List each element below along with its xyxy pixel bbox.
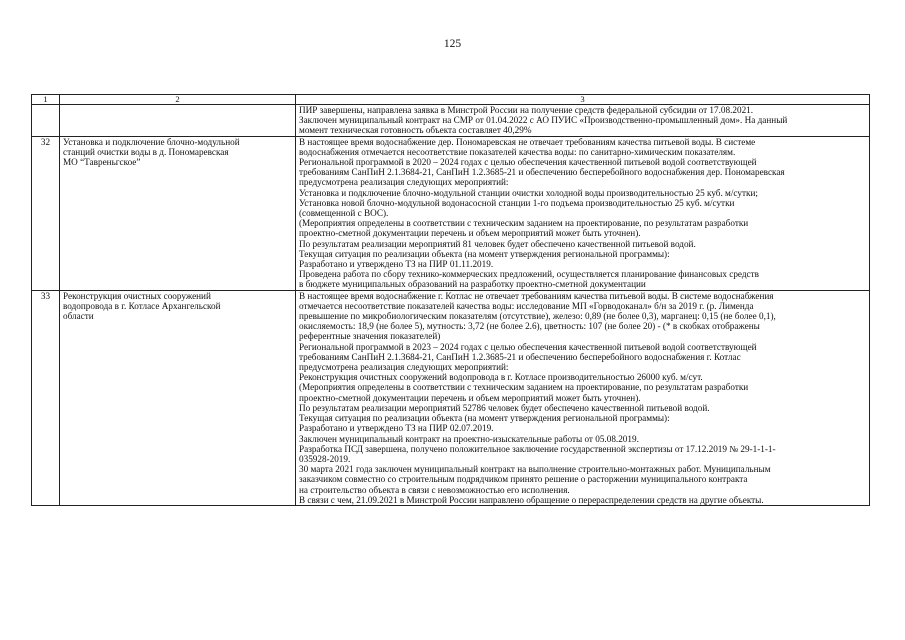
description-line: требованиям СанПиН 2.1.3684-21, СанПиН 1.2.3685-21 и обеспечению бесперебойного водоснабжения дер. Пономаревская <box>299 167 785 178</box>
description-line: Текущая ситуация по реализации объекта (на момент утверждения региональной программы): <box>299 248 670 259</box>
object-name <box>60 105 296 137</box>
description-line: (совмещенной с ВОС). <box>299 208 389 219</box>
description-line: Установка новой блочно-модульной водонасосной станции 1-го подъема производительностью 25 куб. м/сутки <box>299 197 735 208</box>
description-line: (Мероприятия определены в соответствии с техническим заданием на проектирование, по результатам разработки <box>299 382 749 393</box>
description-line: окисляемость: 18,9 (не более 5), мутность: 3,72 (не более 2.6), цветность: 107 (не более 20) - (* в скобках отображены <box>299 321 760 332</box>
page-number: 125 <box>443 38 462 50</box>
description-line: В настоящее время водоснабжение г. Котлас не отвечает требованиям качества питьевой воды. В системе водоснабжения <box>299 290 774 301</box>
description-line: Проведена работа по сбору технико-коммерческих предложений, осуществляется планирование финансовых средств <box>299 269 759 280</box>
description-line: В настоящее время водоснабжение дер. Пономаревская не отвечает требованиям качества питьевой воды. В системе <box>299 136 756 147</box>
row-number: 33 <box>32 290 60 505</box>
table-header-row <box>32 95 870 105</box>
description-line: По результатам реализации мероприятий 52786 человек будет обеспечено качественной питьевой водой. <box>299 402 710 413</box>
description-line: проектно-сметной документации перечень и объем мероприятий может быть уточнен). <box>299 392 641 403</box>
object-name-line: МО “Тавреньгское” <box>63 157 141 168</box>
description-line: Разработка ПСД завершена, получено положительное заключение государственной экспертизы от 17.12.2019 № 29-1-1-1- <box>299 443 776 454</box>
object-name <box>60 136 296 290</box>
description-line: Разработано и утверждено ТЗ на ПИР 02.07.2019. <box>299 423 494 434</box>
table-body <box>32 105 870 506</box>
description-line: отмечается несоответствие показателей качества воды: исследование МП «Горводоканал» б/н за 2019 г. (р. Лименда <box>299 300 754 311</box>
object-name-line: Установка и подключение блочно-модульной <box>63 136 240 147</box>
description-line: 035928-2019. <box>299 453 351 464</box>
description-line: в бюджете муниципальных образований на разработку проектно-сметной документации <box>299 279 646 290</box>
description-line: Заключен муниципальный контракт на проектно-изыскательные работы от 05.08.2019. <box>299 433 639 444</box>
column-header-2: 2 <box>60 95 296 105</box>
description-line: Региональной программой в 2023 – 2024 годах с целью обеспечения качественной питьевой водой соответствующей <box>299 341 757 352</box>
description-line: Заключен муниципальный контракт на СМР от 01.04.2022 с АО ПУИС «Производственно-промышленный дом». На данный <box>299 115 788 126</box>
row-number <box>32 105 60 137</box>
description-line: референтные значения показателей) <box>299 331 441 342</box>
object-name-line: области <box>63 311 94 322</box>
description-line: проектно-сметной документации перечень и объем мероприятий может быть уточнен). <box>299 228 641 239</box>
description-line: превышение по микробиологическим показателям (отсутствие), железо: 0,89 (не более 0,3), марганец: 0,15 (не более 0,1), <box>299 311 776 322</box>
table-row <box>32 290 870 505</box>
description-line: Текущая ситуация по реализации объекта (на момент утверждения региональной программы): <box>299 413 670 424</box>
description-line: требованиям СанПиН 2.1.3684-21, СанПиН 1.2.3685-21 и обеспечению бесперебойного водоснабжения г. Котлас <box>299 351 741 362</box>
description-line: заказчиком совместно со строительным подрядчиком принято решение о расторжении муниципального контракта <box>299 474 748 485</box>
program-table <box>31 94 870 506</box>
object-description <box>296 105 870 137</box>
description-line: водоснабжения отмечается несоответствие показателей качества воды: по санитарно-химическим показателям. <box>299 146 736 157</box>
description-line: Разработано и утверждено ТЗ на ПИР 01.11.2019. <box>299 259 494 270</box>
description-line: По результатам реализации мероприятий 81 человек будет обеспечено качественной питьевой водой. <box>299 238 696 249</box>
row-number: 32 <box>32 136 60 290</box>
column-header-3: 3 <box>296 95 870 105</box>
object-name-line: Реконструкция очистных сооружений <box>63 290 211 301</box>
description-line: предусмотрена реализация следующих мероприятий: <box>299 177 509 188</box>
object-description <box>296 290 870 505</box>
table-row <box>32 136 870 290</box>
object-name-line: водопровода в г. Котласе Архангельской <box>63 300 221 311</box>
description-line: предусмотрена реализация следующих мероприятий: <box>299 362 509 373</box>
column-header-1: 1 <box>32 95 60 105</box>
table-row <box>32 105 870 137</box>
description-line: В связи с чем, 21.09.2021 в Минстрой России направлено обращение о перераспределении средств на другие объекты. <box>299 494 764 505</box>
description-line: 30 марта 2021 года заключен муниципальный контракт на выполнение строительно-монтажных работ. Муниципальным <box>299 464 771 475</box>
description-line: Региональной программой в 2020 – 2024 годах с целью обеспечения качественной питьевой водой соответствующей <box>299 157 757 168</box>
description-line: (Мероприятия определены в соответствии с техническим заданием на проектирование, по результатам разработки <box>299 218 749 229</box>
object-name <box>60 290 296 505</box>
description-line: момент техническая готовность объекта составляет 40,29% <box>299 125 532 136</box>
description-line: Реконструкция очистных сооружений водопровода в г. Котласе производительностью 26000 куб. м/сут. <box>299 372 703 383</box>
description-line: Установка и подключение блочно-модульной станции очистки холодной воды производительностью 25 куб. м/сутки; <box>299 187 758 198</box>
object-name-line: станций очистки воды в д. Пономаревская <box>63 146 229 157</box>
description-line: на строительство объекта в связи с невозможностью его исполнения. <box>299 484 570 495</box>
object-description <box>296 136 870 290</box>
description-line: ПИР завершены, направлена заявка в Минстрой России на получение средств федеральной субсидии от 17.08.2021. <box>299 105 754 115</box>
